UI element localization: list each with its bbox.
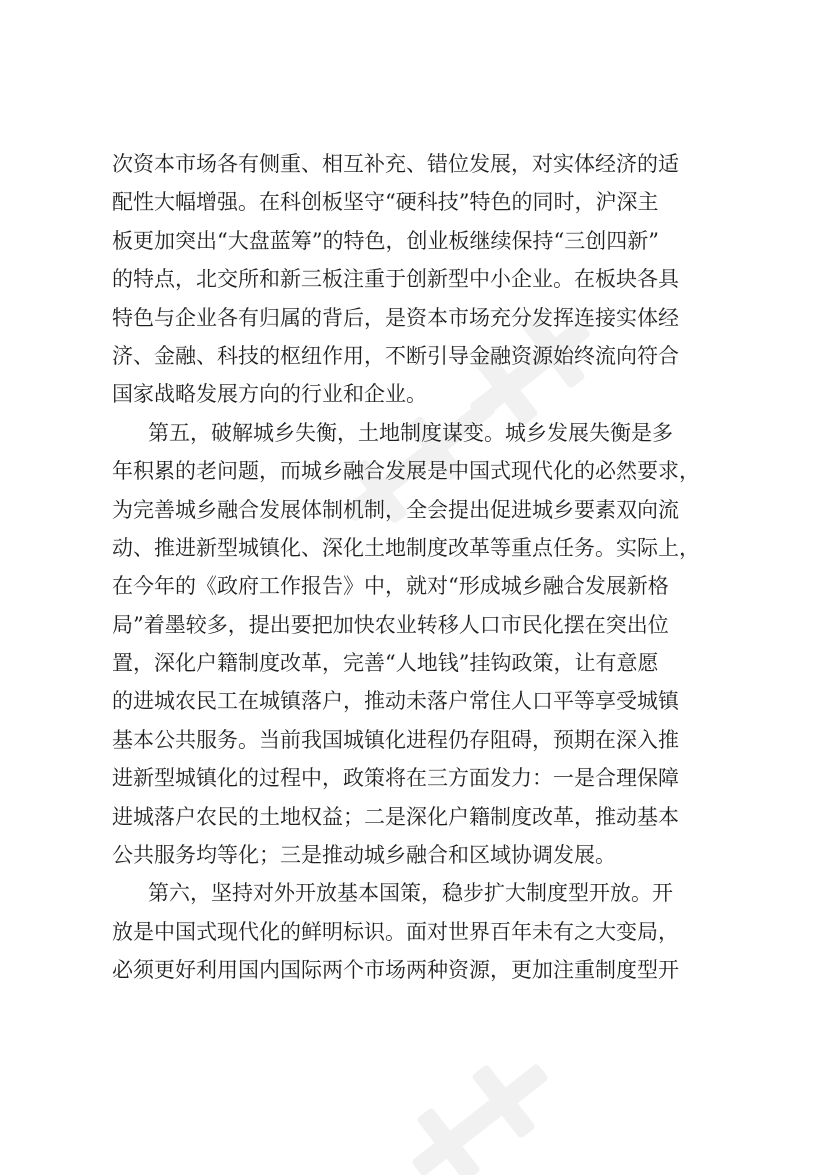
text-line: 配性大幅增强。在科创板坚守“硬科技”特色的同时，沪深主 (112, 190, 659, 215)
text-line: 动、推进新型城镇化、深化土地制度改革等重点任务。实际上， (112, 535, 700, 560)
text-line: 必须更好利用国内国际两个市场两种资源，更加注重制度型开 (112, 958, 679, 983)
text-line: 特色与企业各有归属的背后，是资本市场充分发挥连接实体经 (112, 305, 679, 330)
text-line: 国家战略发展方向的行业和企业。 (112, 382, 427, 407)
text-line: 在今年的《政府工作报告》中，就对“形成城乡融合发展新格 (112, 574, 669, 599)
text-line: 济、金融、科技的枢纽作用，不断引导金融资源始终流向符合 (112, 343, 679, 368)
text-line: 年积累的老问题，而城乡融合发展是中国式现代化的必然要求， (112, 459, 700, 484)
text-line: 进城落户农民的土地权益；二是深化户籍制度改革，推动基本 (112, 804, 679, 829)
paragraph-start-line: 第六，坚持对外开放基本国策，稳步扩大制度型开放。开 (148, 881, 673, 906)
body-text (112, 145, 722, 990)
text-line: 置，深化户籍制度改革，完善“人地钱”挂钩政策，让有意愿 (112, 651, 659, 676)
paragraph-start-line: 第五，破解城乡失衡，土地制度谋变。城乡发展失衡是多 (148, 420, 673, 445)
text-line: 基本公共服务。当前我国城镇化进程仍存阻碍，预期在深入推 (112, 727, 679, 752)
text-line: 的特点，北交所和新三板注重于创新型中小企业。在板块各具 (112, 267, 679, 292)
text-line: 板更加突出“大盘蓝筹”的特色，创业板继续保持“三创四新” (112, 228, 659, 253)
text-line: 次资本市场各有侧重、相互补充、错位发展，对实体经济的适 (112, 152, 679, 176)
text-line: 的进城农民工在城镇落户，推动未落户常住人口平等享受城镇 (112, 689, 679, 714)
text-line: 局”着墨较多，提出要把加快农业转移人口市民化摆在突出位 (112, 612, 669, 637)
text-line: 进新型城镇化的过程中，政策将在三方面发力：一是合理保障 (112, 766, 679, 791)
text-line: 公共服务均等化；三是推动城乡融合和区域协调发展。 (112, 843, 616, 868)
text-line: 为完善城乡融合发展体制机制，全会提出促进城乡要素双向流 (112, 497, 679, 522)
text-line: 放是中国式现代化的鲜明标识。面对世界百年未有之大变局， (112, 919, 679, 944)
